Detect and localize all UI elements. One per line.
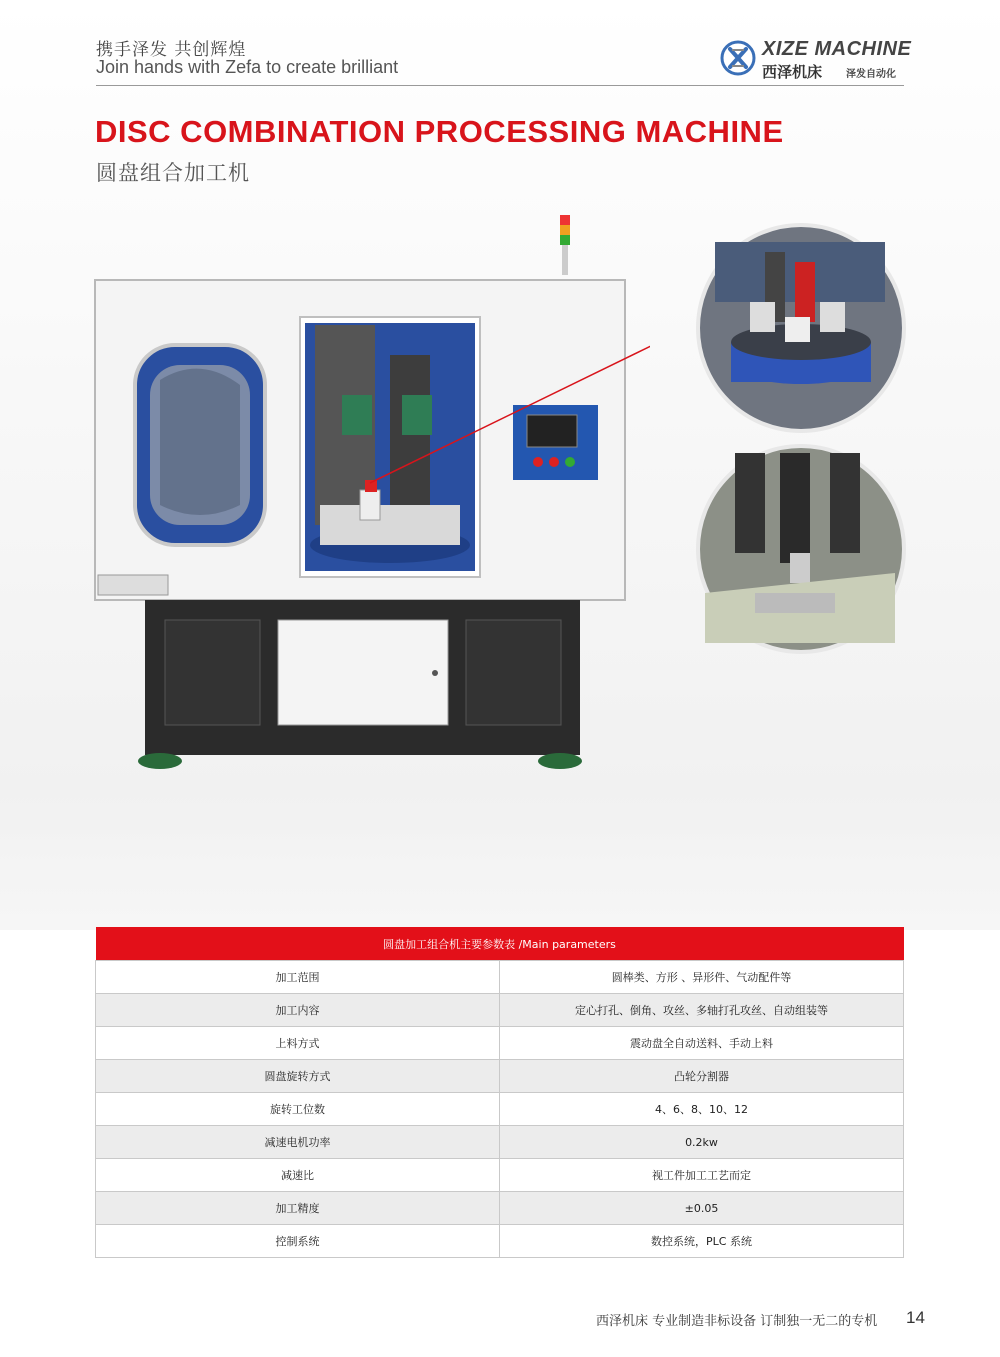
param-key: 加工内容	[96, 994, 500, 1027]
table-header: 圆盘加工组合机主要参数表 /Main parameters	[96, 927, 904, 961]
product-title-chinese: 圆盘组合加工机	[96, 161, 250, 185]
param-value: 0.2kw	[500, 1126, 904, 1159]
detail-photo-rotary-table	[695, 222, 907, 434]
main-parameters-table	[95, 927, 904, 1258]
table-row	[96, 1126, 904, 1159]
param-key: 减速比	[96, 1159, 500, 1192]
param-value: 4、6、8、10、12	[500, 1093, 904, 1126]
page-number: 14	[906, 1308, 925, 1327]
table-row	[96, 961, 904, 994]
table-row	[96, 994, 904, 1027]
tagline-english: Join hands with Zefa to create brilliant	[96, 57, 399, 77]
table-row	[96, 1159, 904, 1192]
param-value: 震动盘全自动送料、手动上料	[500, 1027, 904, 1060]
detail-photo-spindles	[695, 443, 907, 655]
param-key: 圆盘旋转方式	[96, 1060, 500, 1093]
signal-tower-icon	[560, 215, 570, 275]
machine-photo	[90, 205, 650, 785]
param-value: ±0.05	[500, 1192, 904, 1225]
param-key: 加工范围	[96, 961, 500, 994]
param-value: 定心打孔、倒角、攻丝、多轴打孔攻丝、自动组装等	[500, 994, 904, 1027]
param-value: 凸轮分割器	[500, 1060, 904, 1093]
param-key: 旋转工位数	[96, 1093, 500, 1126]
header-divider	[96, 85, 904, 86]
param-key: 加工精度	[96, 1192, 500, 1225]
param-key: 上料方式	[96, 1027, 500, 1060]
table-row	[96, 1093, 904, 1126]
param-value: 数控系统，PLC 系统	[500, 1225, 904, 1258]
table-row	[96, 1225, 904, 1258]
product-title-english: DISC COMBINATION PROCESSING MACHINE	[95, 114, 784, 149]
company-logo	[720, 38, 910, 82]
param-key: 控制系统	[96, 1225, 500, 1258]
param-key: 减速电机功率	[96, 1126, 500, 1159]
logo-chinese-name: 西泽机床	[762, 63, 823, 81]
table-row	[96, 1192, 904, 1225]
logo-english-name: XIZE MACHINE	[762, 38, 912, 60]
tagline-chinese: 携手泽发 共创辉煌	[96, 40, 247, 60]
param-value: 圆棒类、方形 、异形件、气动配件等	[500, 961, 904, 994]
table-row	[96, 1027, 904, 1060]
table-row	[96, 1060, 904, 1093]
param-value: 视工件加工工艺而定	[500, 1159, 904, 1192]
logo-subtitle: 泽发自动化	[846, 69, 896, 80]
footer-slogan: 西泽机床 专业制造非标设备 订制独一无二的专机	[596, 1314, 878, 1329]
xize-logo-icon	[720, 40, 756, 76]
